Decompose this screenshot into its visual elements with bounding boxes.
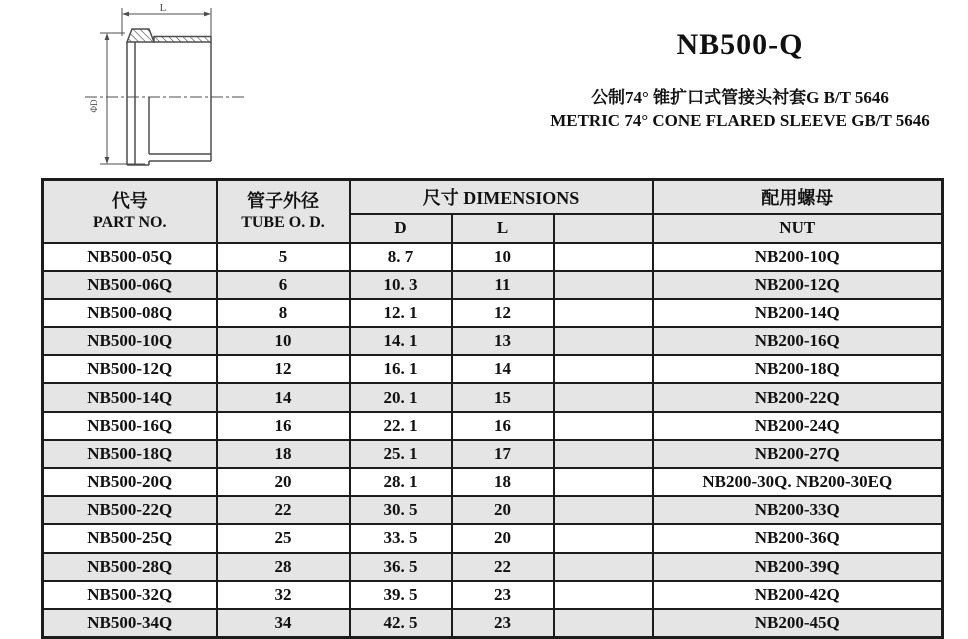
cell-blank <box>554 327 653 355</box>
table-row <box>43 299 943 327</box>
cell-d: 42. 5 <box>350 609 452 638</box>
cell-tube: 22 <box>217 496 350 524</box>
cell-part: NB500-16Q <box>43 412 217 440</box>
cell-blank <box>554 383 653 411</box>
cell-d: 25. 1 <box>350 440 452 468</box>
cell-l: 10 <box>452 243 554 271</box>
cell-nut: NB200-10Q <box>653 243 943 271</box>
cell-tube: 34 <box>217 609 350 638</box>
cell-blank <box>554 496 653 524</box>
cell-l: 22 <box>452 553 554 581</box>
header-dim-d: D <box>350 214 452 243</box>
cell-nut: NB200-42Q <box>653 581 943 609</box>
cell-d: 14. 1 <box>350 327 452 355</box>
model-number: NB500-Q <box>676 28 804 61</box>
header-tube-od <box>217 180 350 243</box>
table-row <box>43 496 943 524</box>
cell-l: 13 <box>452 327 554 355</box>
table-row <box>43 440 943 468</box>
cell-l: 18 <box>452 468 554 496</box>
header-part-no <box>43 180 217 243</box>
cell-tube: 25 <box>217 524 350 552</box>
dimension-diameter-label: ΦD <box>89 99 99 113</box>
cell-l: 11 <box>452 271 554 299</box>
cell-l: 14 <box>452 355 554 383</box>
cell-l: 20 <box>452 496 554 524</box>
cell-l: 12 <box>452 299 554 327</box>
cell-nut: NB200-36Q <box>653 524 943 552</box>
cell-part: NB500-22Q <box>43 496 217 524</box>
cell-part: NB500-18Q <box>43 440 217 468</box>
cell-tube: 12 <box>217 355 350 383</box>
cell-nut: NB200-18Q <box>653 355 943 383</box>
cell-nut: NB200-27Q <box>653 440 943 468</box>
table-row <box>43 355 943 383</box>
header-nut-en: NUT <box>653 214 943 243</box>
cell-d: 39. 5 <box>350 581 452 609</box>
cell-blank <box>554 355 653 383</box>
cell-blank <box>554 468 653 496</box>
table-header <box>43 180 943 243</box>
cell-d: 20. 1 <box>350 383 452 411</box>
cell-part: NB500-12Q <box>43 355 217 383</box>
cell-nut: NB200-14Q <box>653 299 943 327</box>
cell-d: 36. 5 <box>350 553 452 581</box>
dimension-diameter <box>100 33 145 164</box>
cell-nut: NB200-24Q <box>653 412 943 440</box>
cell-blank <box>554 581 653 609</box>
cell-blank <box>554 609 653 638</box>
cell-nut: NB200-45Q <box>653 609 943 638</box>
header-dimensions: 尺寸 DIMENSIONS <box>350 180 653 214</box>
cell-tube: 10 <box>217 327 350 355</box>
table-row <box>43 412 943 440</box>
cell-part: NB500-28Q <box>43 553 217 581</box>
cell-d: 22. 1 <box>350 412 452 440</box>
cell-part: NB500-06Q <box>43 271 217 299</box>
cell-d: 12. 1 <box>350 299 452 327</box>
cell-tube: 28 <box>217 553 350 581</box>
table-body <box>43 243 943 638</box>
parts-table <box>41 178 944 639</box>
cell-l: 16 <box>452 412 554 440</box>
cell-nut: NB200-12Q <box>653 271 943 299</box>
cell-part: NB500-05Q <box>43 243 217 271</box>
table-row <box>43 468 943 496</box>
cell-blank <box>554 271 653 299</box>
header-nut-cn: 配用螺母 <box>653 180 943 214</box>
cell-blank <box>554 440 653 468</box>
cell-l: 15 <box>452 383 554 411</box>
cell-l: 23 <box>452 581 554 609</box>
cell-d: 30. 5 <box>350 496 452 524</box>
cell-tube: 8 <box>217 299 350 327</box>
cell-blank <box>554 524 653 552</box>
cell-tube: 32 <box>217 581 350 609</box>
cell-tube: 14 <box>217 383 350 411</box>
cell-d: 10. 3 <box>350 271 452 299</box>
cell-nut: NB200-30Q. NB200-30EQ <box>653 468 943 496</box>
cell-part: NB500-08Q <box>43 299 217 327</box>
cell-part: NB500-34Q <box>43 609 217 638</box>
dimension-length-label: L <box>159 2 167 14</box>
cell-nut: NB200-22Q <box>653 383 943 411</box>
cell-blank <box>554 299 653 327</box>
cell-d: 8. 7 <box>350 243 452 271</box>
header-dim-l: L <box>452 214 554 243</box>
header-dim-blank <box>554 214 653 243</box>
cell-part: NB500-32Q <box>43 581 217 609</box>
cell-part: NB500-10Q <box>43 327 217 355</box>
table-row <box>43 271 943 299</box>
cell-l: 17 <box>452 440 554 468</box>
header-part-no-cn: 代号 <box>111 191 148 212</box>
technical-drawing <box>75 0 265 178</box>
cell-d: 16. 1 <box>350 355 452 383</box>
table-row <box>43 553 943 581</box>
cell-tube: 5 <box>217 243 350 271</box>
table-row <box>43 243 943 271</box>
cell-tube: 6 <box>217 271 350 299</box>
title-block <box>520 18 960 132</box>
cell-blank <box>554 412 653 440</box>
table-row <box>43 581 943 609</box>
header-tube-od-cn: 管子外径 <box>247 191 319 212</box>
cell-d: 33. 5 <box>350 524 452 552</box>
cell-l: 20 <box>452 524 554 552</box>
header-tube-od-en: TUBE O. D. <box>241 214 325 232</box>
subtitle-english: METRIC 74° CONE FLARED SLEEVE GB/T 5646 <box>550 111 930 130</box>
cell-l: 23 <box>452 609 554 638</box>
table-row <box>43 524 943 552</box>
table-row <box>43 609 943 638</box>
cell-d: 28. 1 <box>350 468 452 496</box>
cell-tube: 20 <box>217 468 350 496</box>
cell-tube: 16 <box>217 412 350 440</box>
cell-part: NB500-20Q <box>43 468 217 496</box>
table-row <box>43 327 943 355</box>
header-part-no-en: PART NO. <box>92 214 167 232</box>
table-row <box>43 383 943 411</box>
cell-blank <box>554 553 653 581</box>
cell-part: NB500-14Q <box>43 383 217 411</box>
cell-blank <box>554 243 653 271</box>
cell-part: NB500-25Q <box>43 524 217 552</box>
cell-tube: 18 <box>217 440 350 468</box>
cell-nut: NB200-39Q <box>653 553 943 581</box>
cell-nut: NB200-33Q <box>653 496 943 524</box>
subtitle-chinese: 公制74° 锥扩口式管接头衬套G B/T 5646 <box>591 88 889 107</box>
cell-nut: NB200-16Q <box>653 327 943 355</box>
